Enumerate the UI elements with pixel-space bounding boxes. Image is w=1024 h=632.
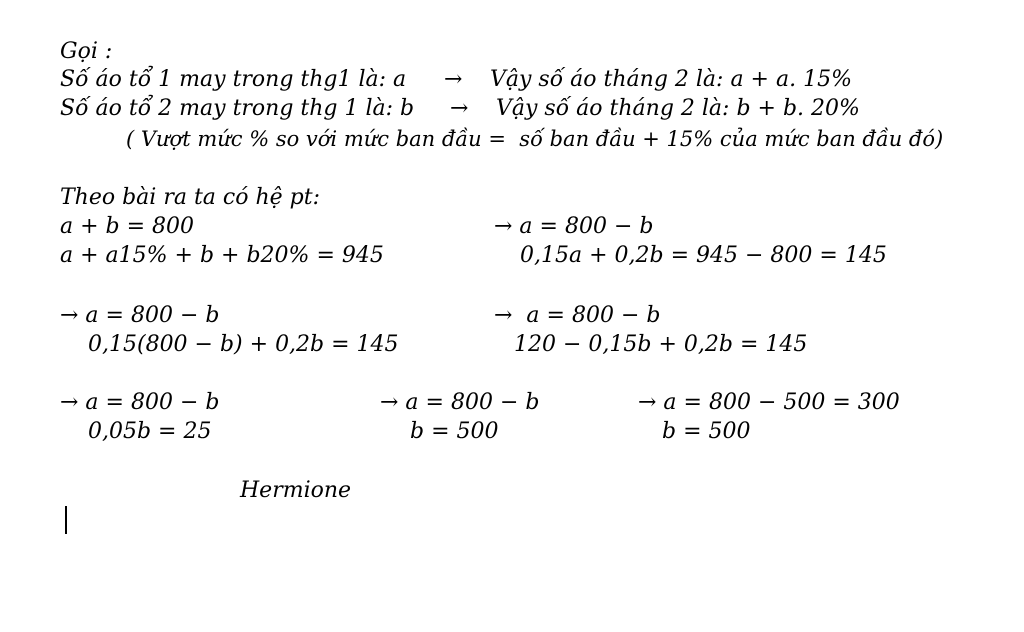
intro-note: ( Vượt mức % so với mức ban đầu = số ban đầu + 15% của mức ban đầu đó) [126,127,944,151]
system-eq1-rhs: → a = 800 − b [494,214,654,239]
system-eq2: a + a15% + b + b20% = 945 [60,243,384,268]
signature: Hermione [240,478,352,503]
step3-col2-line1: → a = 800 − b [380,390,540,415]
step2-left2: 0,15(800 − b) + 0,2b = 145 [88,332,399,357]
system-heading: Theo bài ra ta có hệ pt: [60,185,320,210]
arrow-icon: → [444,67,463,92]
intro-line1-left: Số áo tổ 1 may trong thg1 là: a [60,67,407,92]
arrow-icon: → [450,96,469,121]
intro-line2-left: Số áo tổ 2 may trong thg 1 là: b [60,96,415,121]
step2-right1: → a = 800 − b [494,303,661,328]
step3-col3-line2: b = 500 [662,419,751,444]
step3-col1-line2: 0,05b = 25 [88,419,212,444]
step2-right2: 120 − 0,15b + 0,2b = 145 [514,332,808,357]
intro-title: Gọi : [60,39,113,64]
step2-left1: → a = 800 − b [60,303,220,328]
step3-col3-line1: → a = 800 − 500 = 300 [638,390,900,415]
text-cursor[interactable] [65,506,67,534]
system-eq2-rhs: 0,15a + 0,2b = 945 − 800 = 145 [520,243,887,268]
step3-col2-line2: b = 500 [410,419,499,444]
intro-line1-right: Vậy số áo tháng 2 là: a + a. 15% [490,67,852,92]
step3-col1-line1: → a = 800 − b [60,390,220,415]
intro-line2-right: Vậy số áo tháng 2 là: b + b. 20% [496,96,860,121]
system-eq1: a + b = 800 [60,214,195,239]
